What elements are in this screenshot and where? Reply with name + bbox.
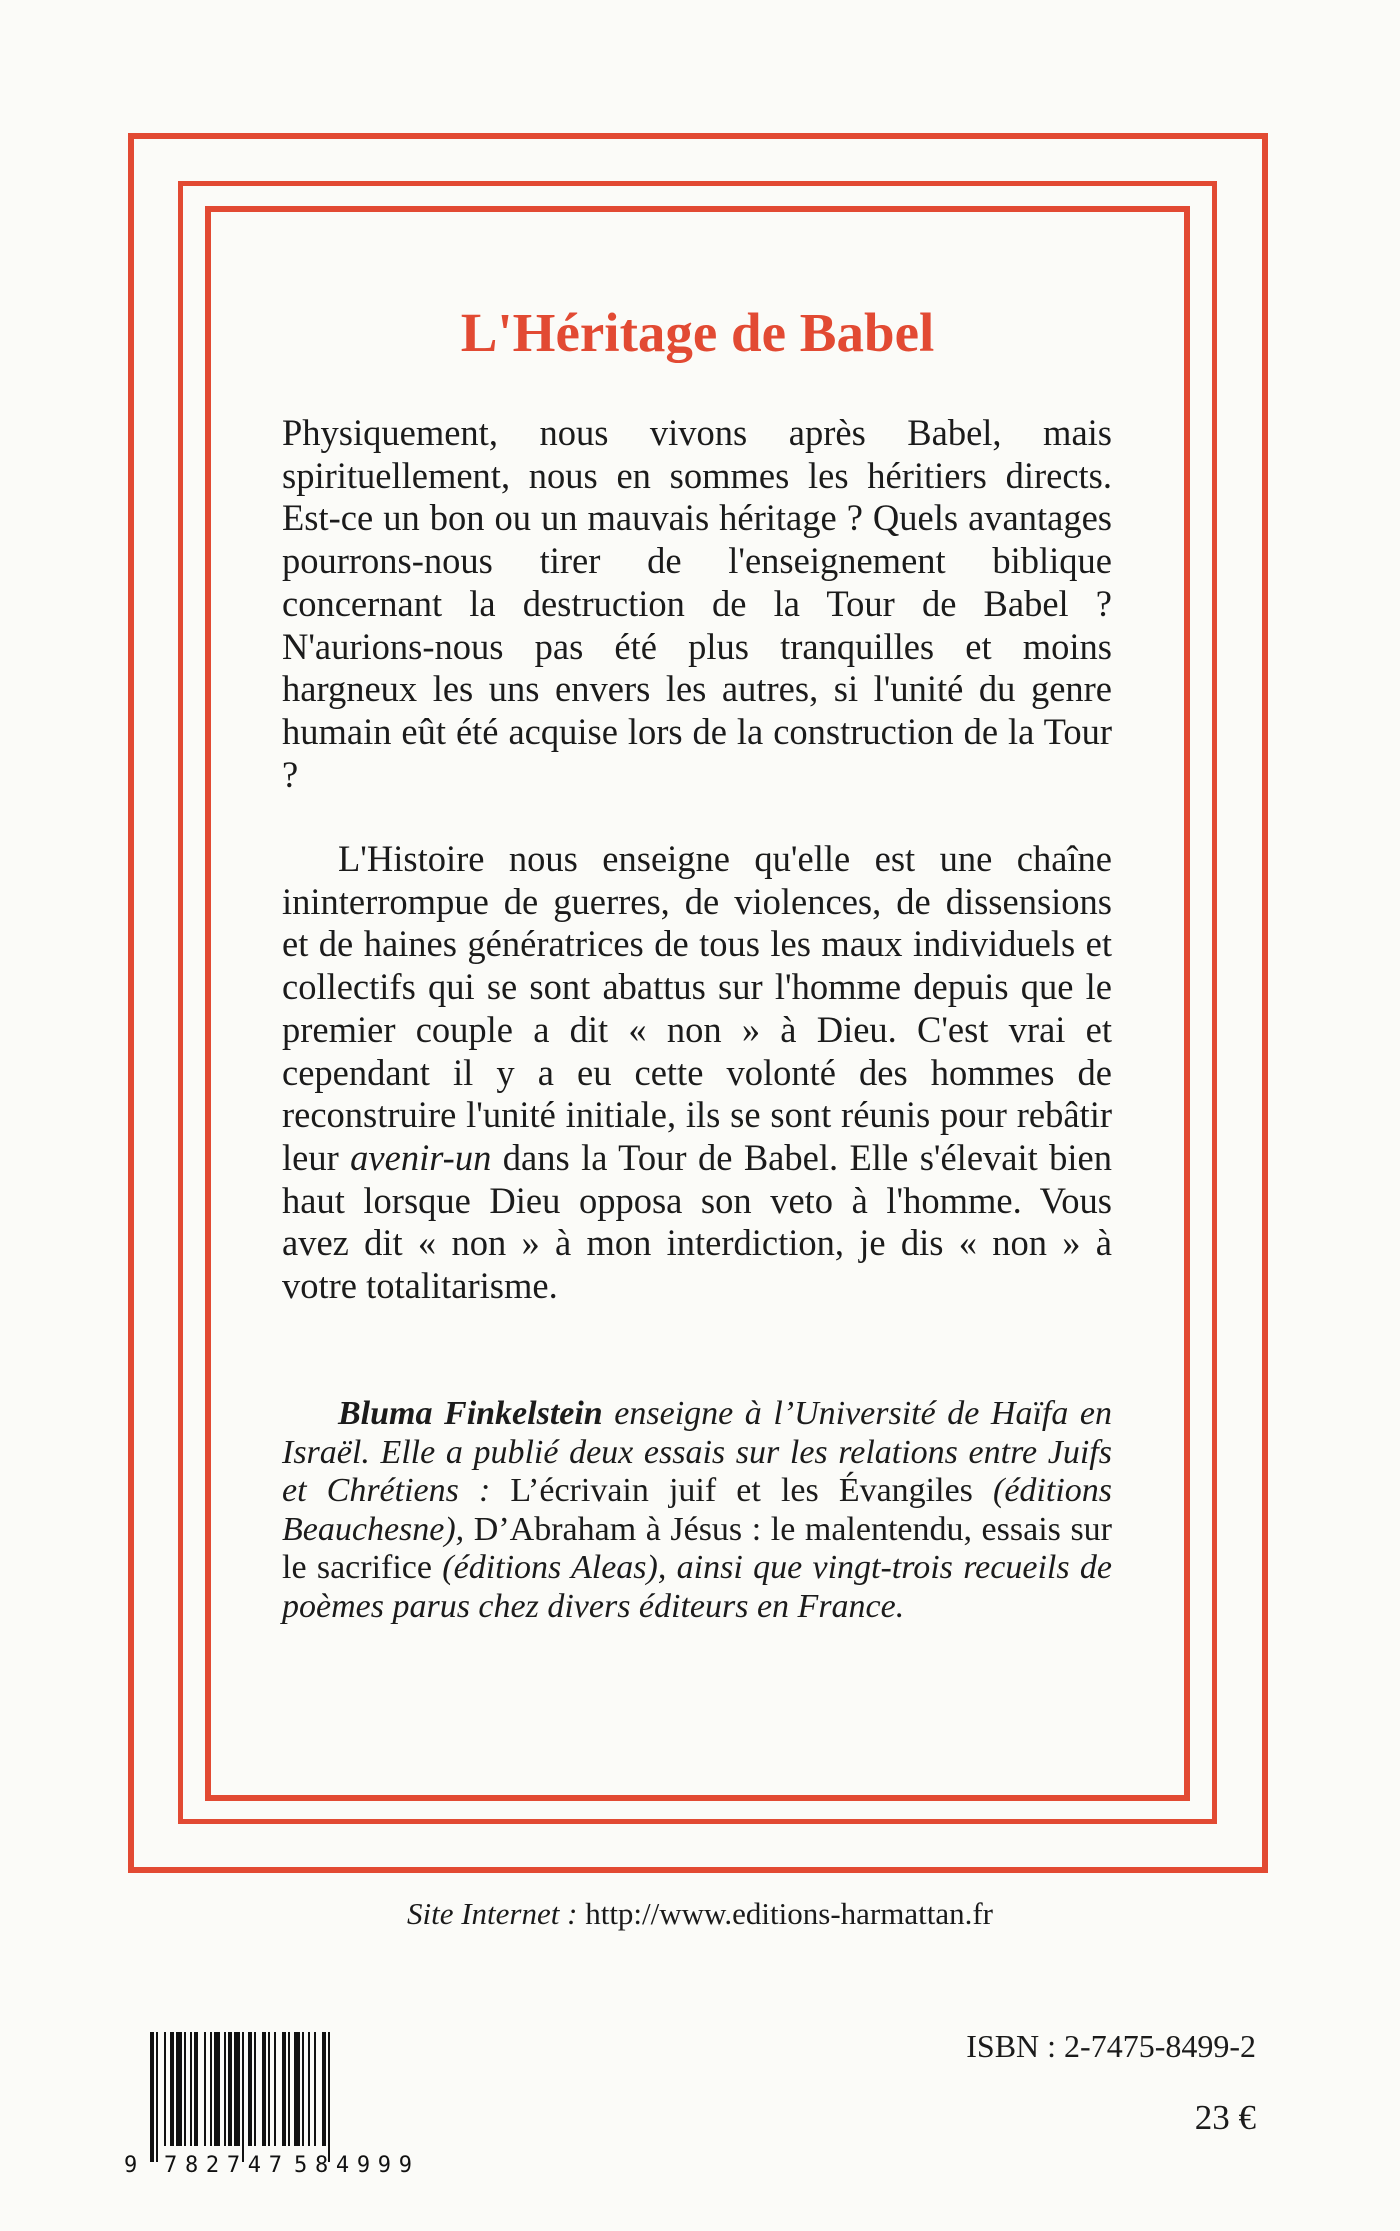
bio-text-1: enseigne à l’Université de Haïfa en Israël. Elle a publié deux essais sur les relations entre Juifs et Chrétiens :: [282, 1395, 1112, 1509]
website-label: Site Internet :: [407, 1896, 578, 1931]
barcode-bar: [282, 2032, 286, 2146]
barcode-bar: [150, 2032, 154, 2162]
barcode-bar: [308, 2032, 310, 2146]
barcode-group-1: 782747: [164, 2153, 282, 2178]
barcode-bar: [170, 2032, 174, 2146]
bio-work-1: L’écrivain juif et les Évangiles: [510, 1472, 973, 1509]
summary-paragraph-2: [282, 838, 1112, 1308]
barcode-bar: [164, 2032, 166, 2146]
barcode-bar: [190, 2032, 192, 2146]
barcode-bar: [224, 2032, 226, 2146]
barcode-bar: [274, 2032, 276, 2146]
bio-work-2: D’Abraham à Jésus : le malentendu, essais sur le sacrifice: [282, 1510, 1112, 1586]
book-title: L'Héritage de Babel: [460, 302, 935, 363]
barcode-bar: [288, 2032, 290, 2146]
barcode-bar: [156, 2032, 158, 2162]
bio-publisher-1: (éditions Beauchesne),: [282, 1472, 1112, 1548]
price: 23 €: [1194, 2098, 1256, 2137]
author-bio: [282, 1395, 1112, 1626]
bio-publisher-2: (éditions Aleas), ainsi que vingt-trois recueils de poèmes parus chez divers éditeurs en France.: [282, 1549, 1112, 1625]
barcode-bar: [322, 2032, 326, 2146]
barcode-bar: [214, 2032, 220, 2146]
barcode-bars: [150, 2032, 330, 2162]
barcode-bar: [234, 2032, 240, 2146]
barcode-bar: [242, 2032, 244, 2162]
paragraph-2-emphasis: avenir-un: [350, 1136, 492, 1178]
barcode-group-2: 584999: [294, 2153, 412, 2178]
barcode-bar: [184, 2032, 186, 2146]
barcode-bar: [194, 2032, 198, 2146]
barcode-bar: [314, 2032, 316, 2146]
barcode-bar: [328, 2032, 330, 2162]
barcode: [122, 2028, 432, 2178]
barcode-bar: [176, 2032, 182, 2146]
barcode-bar: [228, 2032, 232, 2146]
barcode-bar: [210, 2032, 212, 2146]
barcode-bar: [302, 2032, 304, 2146]
summary-paragraph-1: Physiquement, nous vivons après Babel, mais spirituellement, nous en sommes les héritiers directs. Est-ce un bon ou un mauvais héritage ? Quels avantages pourrons-nous tirer de l'enseignement biblique concernant la destruction de la Tour de Babel ? N'aurions-nous pas été plus tranquilles et moins hargneux les uns envers les autres, si l'unité du genre humain eût été acquise lors de la construction de la Tour ?: [282, 412, 1112, 795]
barcode-bar: [248, 2032, 252, 2146]
isbn: ISBN : 2-7475-8499-2: [966, 2028, 1256, 2064]
author-name: Bluma Finkelstein: [338, 1395, 603, 1432]
barcode-bar: [262, 2032, 266, 2146]
paragraph-2-part-1: L'Histoire nous enseigne qu'elle est une chaîne ininterrompue de guerres, de violences, de dissensions et de haines génératrices de tous les maux individuels et collectifs qui se sont abattus sur l'homme depuis que le premier couple a dit « non » à Dieu. C'est vrai et cependant il y a eu cette volonté des hommes de reconstruire l'unité initiale, ils se sont réunis pour rebâtir leur: [282, 838, 1112, 1178]
barcode-first-digit: 9: [124, 2153, 138, 2178]
barcode-bar: [294, 2032, 300, 2146]
paragraph-2-part-2: dans la Tour de Babel. Elle s'élevait bien haut lorsque Dieu opposa son veto à l'homme. Vous avez dit « non » à mon interdiction, je dis « non » à votre totalitarisme.: [282, 1136, 1113, 1307]
website-line: [0, 1895, 1400, 1933]
website-link[interactable]: http://www.editions-harmattan.fr: [585, 1896, 993, 1931]
barcode-bar: [268, 2032, 270, 2146]
barcode-bar: [254, 2032, 256, 2146]
barcode-bar: [204, 2032, 206, 2146]
